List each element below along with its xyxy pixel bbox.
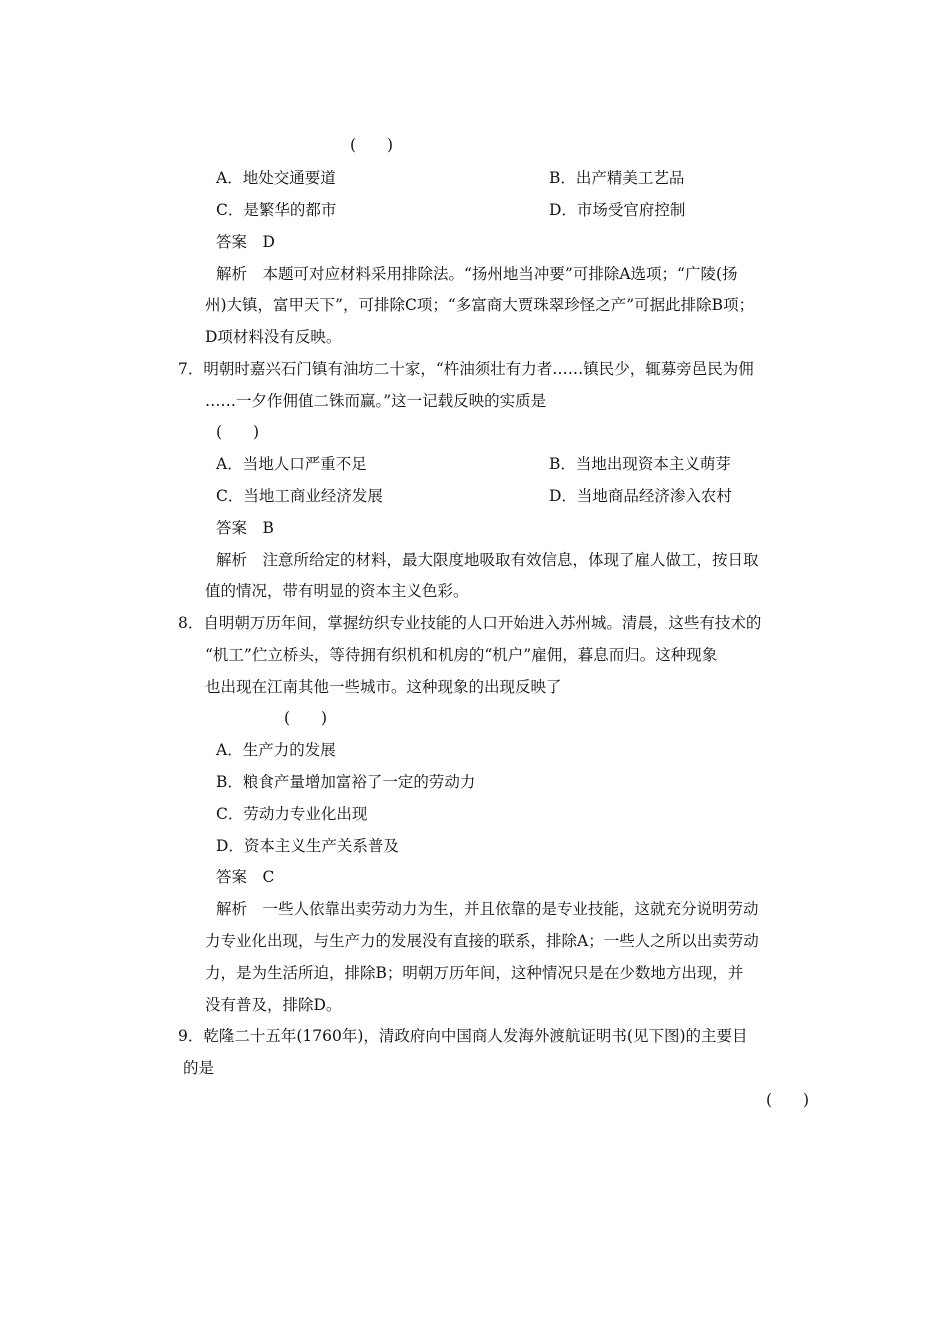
q8-stem-line: 也出现在江南其他一些城市。这种现象的出现反映了 [205,678,562,696]
q6-answer: 答案 D [216,233,275,251]
q8-stem-line: “机工”伫立桥头，等待拥有织机和机房的“机户”雇佣，暮息而归。这种现象 [205,646,718,664]
q7-answer: 答案 B [216,519,274,537]
q6-analysis-line: D项材料没有反映。 [205,328,342,346]
q7-option-d: D．当地商品经济渗入农村 [549,487,732,505]
q8-analysis-line: 力专业化出现，与生产力的发展没有直接的联系，排除A；一些人之所以出卖劳动 [205,932,759,950]
q6-option-c: C．是繁华的都市 [216,201,337,219]
q7-analysis-line: 值的情况，带有明显的资本主义色彩。 [205,582,469,600]
q9-answer-bracket: ( ) [766,1091,810,1109]
q7-stem-line: 7．明朝时嘉兴石门镇有油坊二十家，“杵油须壮有力者……镇民少，辄募旁邑民为佣 [178,360,754,378]
q7-answer-bracket: ( ) [216,423,260,441]
q6-option-a: A．地处交通要道 [216,169,336,187]
q8-stem-line: 8．自明朝万历年间，掌握纺织专业技能的人口开始进入苏州城。清晨，这些有技术的 [178,614,762,632]
q6-option-b: B．出产精美工艺品 [549,169,685,187]
q8-option-c: C．劳动力专业化出现 [216,805,368,823]
q7-option-b: B．当地出现资本主义萌芽 [549,455,731,473]
q7-option-a: A．当地人口严重不足 [216,455,367,473]
q8-answer: 答案 C [216,868,275,886]
q8-answer-bracket: ( ) [284,709,328,727]
q9-stem-line: 9．乾隆二十五年(1760年)，清政府向中国商人发海外渡航证明书(见下图)的主要目 [178,1027,748,1045]
q6-analysis-line: 解析 本题可对应材料采用排除法。“扬州地当冲要”可排除A选项；“广陵(扬 [216,265,738,283]
q8-analysis-line: 解析 一些人依靠出卖劳动力为生，并且依靠的是专业技能，这就充分说明劳动 [216,900,759,918]
q8-option-d: D．资本主义生产关系普及 [216,837,399,855]
q6-answer-bracket: ( ) [350,136,394,154]
q8-option-a: A．生产力的发展 [216,741,336,759]
q8-option-b: B．粮食产量增加富裕了一定的劳动力 [216,773,476,791]
q7-option-c: C．当地工商业经济发展 [216,487,383,505]
q6-option-d: D．市场受官府控制 [549,201,686,219]
q6-analysis-line: 州)大镇，富甲天下”，可排除C项；“多富商大贾珠翠珍怪之产”可据此排除B项； [205,296,755,314]
q8-analysis-line: 没有普及，排除D。 [205,996,342,1014]
q7-stem-line: ……一夕作佣值二铢而赢。”这一记载反映的实质是 [205,392,547,410]
q8-analysis-line: 力，是为生活所迫，排除B；明朝万历年间，这种情况只是在少数地方出现，并 [205,964,744,982]
q7-analysis-line: 解析 注意所给定的材料，最大限度地吸取有效信息，体现了雇人做工，按日取 [216,551,759,569]
q9-stem-line: 的是 [183,1059,215,1077]
